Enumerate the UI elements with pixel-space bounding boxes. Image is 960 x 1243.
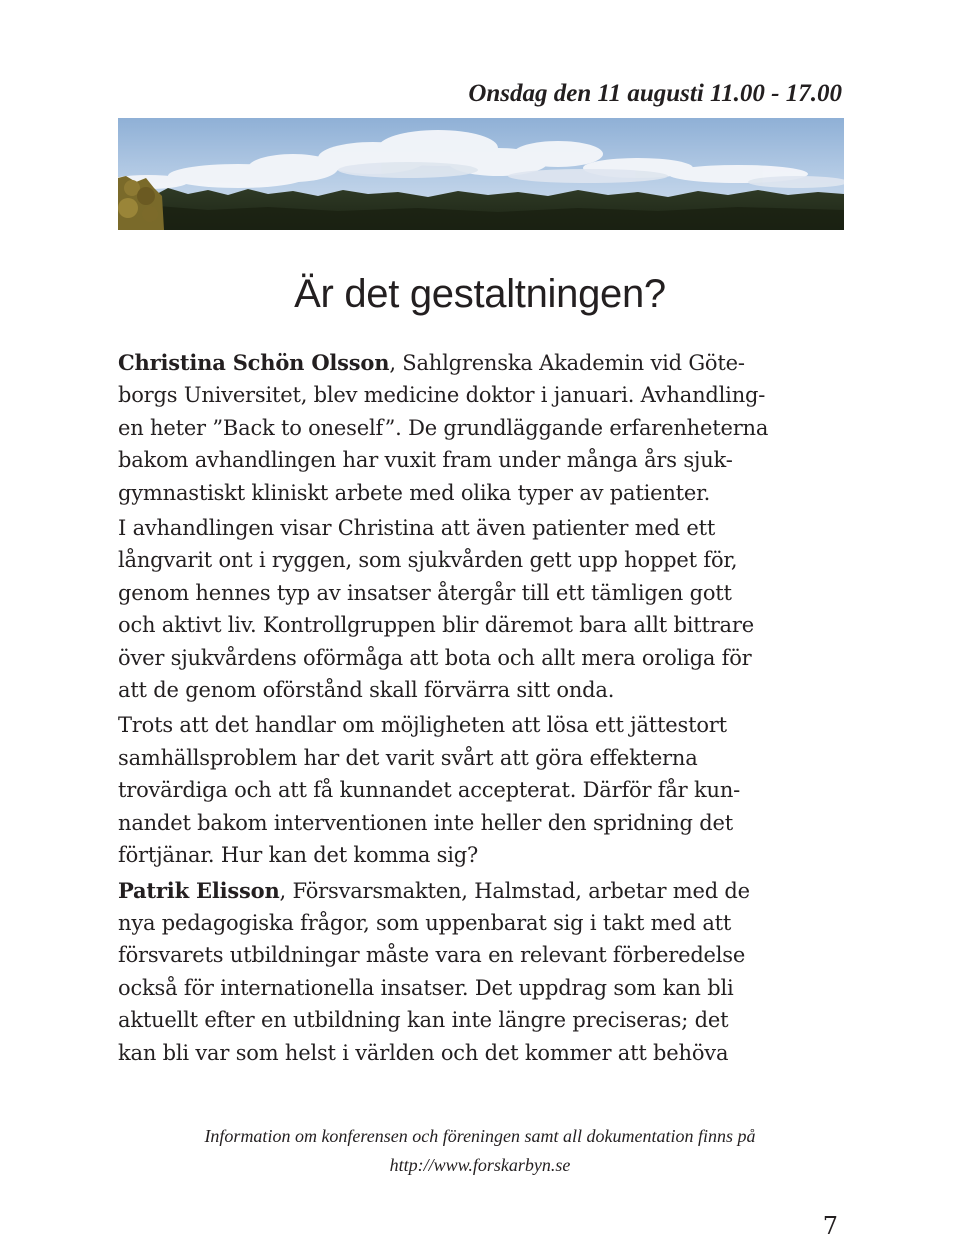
text-line: en heter ”Back to oneself”. De grundläggande erfarenheterna [118, 415, 769, 440]
text-line: Trots att det handlar om möjligheten att lösa ett jättestort [118, 713, 727, 738]
text-line: också för internationella insatser. Det uppdrag som kan bli [118, 975, 734, 1000]
text-line: bakom avhandlingen har vuxit fram under många års sjuk- [118, 448, 733, 473]
page-number: 7 [822, 1212, 838, 1240]
text-line: långvarit ont i ryggen, som sjukvården gett upp hoppet för, [118, 548, 738, 573]
text-line: samhällsproblem har det varit svårt att göra effekterna [118, 745, 698, 770]
footer-info [0, 1122, 960, 1180]
landscape-illustration [118, 118, 844, 230]
article-title: Är det gestaltningen? [294, 272, 666, 316]
person-name: Christina Schön Olsson [118, 350, 390, 375]
paragraph-question [118, 709, 844, 871]
person-name: Patrik Elisson [118, 877, 280, 903]
landscape-banner-image [118, 118, 844, 230]
text-line: I avhandlingen visar Christina att även patienter med ett [118, 516, 716, 541]
text-segment: , Sahlgrenska Akademin vid Göte- [389, 351, 745, 375]
text-segment: , Försvarsmakten, Halmstad, arbetar med de [279, 878, 750, 903]
paragraph-patrik [118, 875, 844, 1069]
text-line: nandet bakom interventionen inte heller den spridning det [118, 810, 733, 835]
text-line [118, 347, 844, 379]
text-line: och aktivt liv. Kontrollgruppen blir däremot bara allt bittrare [118, 613, 754, 638]
paragraph-christina [118, 347, 844, 509]
footer-info-text: Information om konferensen och föreningen samt all dokumentation finns på [204, 1126, 756, 1146]
text-line: borgs Universitet, blev medicine doktor i januari. Avhandling- [118, 383, 766, 408]
text-line: över sjukvårdens oförmåga att bota och allt mera oroliga för [118, 645, 752, 670]
text-line: försvarets utbildningar måste vara en relevant förberedelse [118, 943, 746, 968]
text-line: kan bli var som helst i världen och det kommer att behöva [118, 1040, 729, 1065]
paragraph-results [118, 512, 844, 706]
article-body [118, 347, 844, 1072]
footer-url: http://www.forskarbyn.se [389, 1155, 571, 1175]
text-line: gymnastiskt kliniskt arbete med olika typer av patienter. [118, 480, 711, 505]
text-line: nya pedagogiska frågor, som uppenbarat sig i takt med att [118, 910, 732, 935]
text-line: genom hennes typ av insatser återgår till ett tämligen gott [118, 580, 732, 605]
text-line: aktuellt efter en utbildning kan inte längre preciseras; det [118, 1008, 729, 1033]
text-line [118, 875, 844, 907]
text-line: att de genom oförstånd skall förvärra sitt onda. [118, 678, 615, 703]
event-date: Onsdag den 11 augusti 11.00 - 17.00 [468, 80, 842, 107]
text-line: förtjänar. Hur kan det komma sig? [118, 843, 479, 868]
text-line: trovärdiga och att få kunnandet accepterat. Därför får kun- [118, 778, 741, 803]
